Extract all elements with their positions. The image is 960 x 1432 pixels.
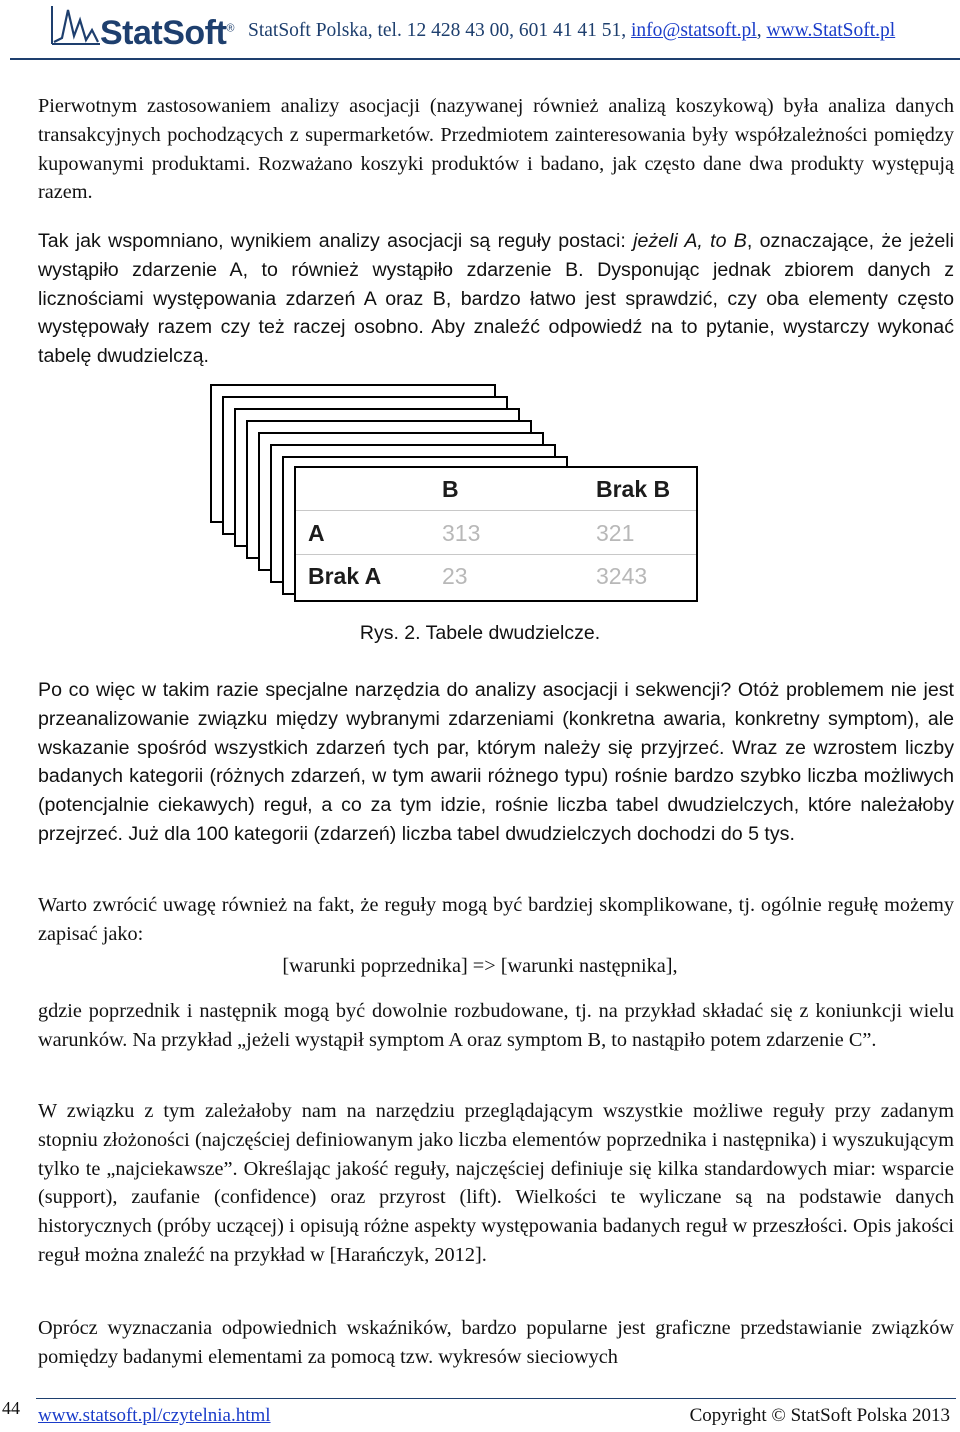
cell-a-b: 313 — [442, 520, 481, 546]
paragraph-5: gdzie poprzednik i następnik mogą być dowolnie rozbudowane, tj. na przykład składać się z koniunkcji wielu warunków. Na przykład „jeżeli wystąpił symptom A oraz symptom B, to nastąpiło potem zdarzenie C”. — [38, 1000, 954, 1051]
page-header — [0, 0, 960, 62]
statsoft-logo-icon — [48, 2, 102, 46]
header-contact: StatSoft Polska, tel. 12 428 43 00, 601 41 41 51, info@statsoft.pl, www.StatSoft.pl — [248, 20, 896, 41]
cell-brak-a-brak-b: 3243 — [596, 563, 648, 589]
rule-formula: [warunki poprzednika] => [warunki następnika], — [282, 955, 678, 977]
row-header-a: A — [308, 520, 325, 546]
cell-a-brak-b: 321 — [596, 520, 635, 546]
footer-link[interactable]: www.statsoft.pl/czytelnia.html — [38, 1405, 271, 1426]
contingency-tables-figure — [210, 384, 730, 609]
footer-divider — [36, 1398, 956, 1399]
row-header-brak-a: Brak A — [308, 563, 382, 589]
cell-brak-a-b: 23 — [442, 563, 468, 589]
header-divider — [10, 58, 960, 60]
paragraph-3: Po co więc w takim razie specjalne narzędzia do analizy asocjacji i sekwencji? Otóż problemem nie jest przeanalizowanie związku między wybranymi zdarzeniami (konkretna awaria, konkretny symptom), ale wskazanie spośród wszystkich zdarzeń tych par, którym należy się przyjrzeć. Wraz ze wzrostem liczby badanych kategorii (różnych zdarzeń, w tym awarii różnego typu) rośnie bardzo szybko liczba możliwych (potencjalnie ciekawych) reguł, a co za tym idzie, rośnie liczba tabel dwudzielczych, które należałoby przejrzeć. Już dla 100 kategorii (zdarzeń) liczba tabel dwudzielczych dochodzi do 5 tys. — [38, 679, 954, 845]
col-header-brak-b: Brak B — [596, 476, 671, 502]
paragraph-2: Tak jak wspomniano, wynikiem analizy asocjacji są reguły postaci: jeżeli A, to B, oznaczające, że jeżeli wystąpiło zdarzenie A, to również wystąpiło zdarzenie B. Dysponując jednak zbiorem danych z licznościami występowania zdarzeń A oraz B, bardzo łatwo jest sprawdzić, czy oba elementy często występowały razem czy też raczej osobno. Aby znaleźć odpowiedź na to pytanie, wystarczy wykonać tabelę dwudzielczą. — [38, 230, 954, 368]
logo-text: StatSoft® — [100, 14, 234, 52]
table-divider — [296, 510, 696, 511]
paragraph-1: Pierwotnym zastosowaniem analizy asocjacji (nazywanej również analizą koszykową) była analiza danych transakcyjnych pochodzących z supermarketów. Przedmiotem zainteresowania były współzależności pomiędzy kupowanymi produktami. Rozważano koszyki produktów i badano, jak często dane dwa produkty występują razem. — [38, 95, 954, 204]
copyright-notice: Copyright © StatSoft Polska 2013 — [689, 1405, 950, 1426]
table-divider — [296, 554, 696, 555]
col-header-b: B — [442, 476, 459, 502]
paragraph-6: W związku z tym zależałoby nam na narzędziu przeglądającym wszystkie możliwe reguły przy zadanym stopniu złożoności (najczęściej definiowanym jako liczba elementów poprzednika i następnika) i wyszukującym tylko te „najciekawsze”. Określając jakość reguły, najczęściej definiuje się kilka standardowych miar: wsparcie (support), zaufanie (confidence) oraz przyrost (lift). Wielkości te wyliczane są na podstawie danych historycznych (próby uczącej) i opisują różne aspekty występowania badanych reguł w przeszłości. Opis jakości reguł można znaleźć na przykład w [Harańczyk, 2012]. — [38, 1100, 954, 1266]
paragraph-4: Warto zwrócić uwagę również na fakt, że reguły mogą być bardziej skomplikowane, tj. ogólnie regułę możemy zapisać jako: — [38, 894, 954, 945]
page-number: 44 — [2, 1398, 20, 1418]
email-link[interactable]: info@statsoft.pl — [630, 20, 757, 41]
front-table — [294, 466, 698, 602]
paragraph-7: Oprócz wyznaczania odpowiednich wskaźników, bardzo popularne jest graficzne przedstawianie związków pomiędzy badanymi elementami za pomocą tzw. wykresów sieciowych — [38, 1317, 954, 1368]
website-link[interactable]: www.StatSoft.pl — [766, 20, 896, 41]
figure-caption: Rys. 2. Tabele dwudzielcze. — [359, 622, 601, 644]
